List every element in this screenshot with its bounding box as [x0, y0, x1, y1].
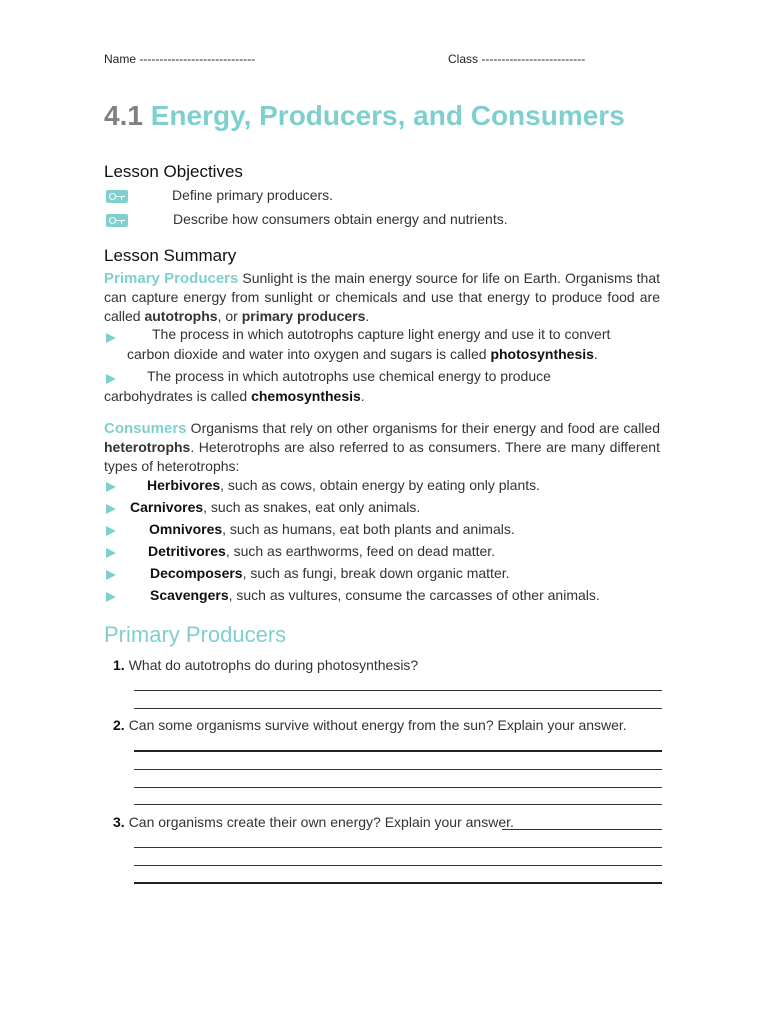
- lesson-title: Energy, Producers, and Consumers: [150, 100, 625, 131]
- bullet-arrow-icon: [106, 374, 116, 384]
- term-photosynthesis: photosynthesis: [490, 346, 594, 362]
- bullet-arrow-icon: [106, 482, 116, 492]
- section-heading: Primary Producers: [104, 622, 287, 647]
- consumer-type-item: Scavengers, such as vultures, consume the carcasses of other animals.: [150, 587, 600, 603]
- answer-line[interactable]: [134, 882, 662, 884]
- term-primary-producers: primary producers: [241, 308, 366, 324]
- objectives-heading: Lesson Objectives: [104, 162, 243, 181]
- bullet-line: The process in which autotrophs capture light energy and use it to convert: [152, 326, 611, 342]
- answer-line[interactable]: [134, 750, 662, 752]
- producers-paragraph: Primary Producers Sunlight is the main energy source for life on Earth. Organisms that can capture energy from sunlight or chemicals and use that energy to produce food are called autotrophs, or primary producers.: [104, 270, 660, 324]
- page-title: [104, 100, 625, 132]
- answer-line[interactable]: [502, 829, 662, 830]
- consumer-type-item: Herbivores, such as cows, obtain energy by eating only plants.: [147, 477, 541, 493]
- answer-line[interactable]: [134, 690, 662, 691]
- question-2: 2. Can some organisms survive without energy from the sun? Explain your answer.: [113, 717, 627, 733]
- term-chemosynthesis: chemosynthesis: [251, 388, 361, 404]
- class-field-label: Class --------------------------: [448, 52, 586, 66]
- bullet-line: The process in which autotrophs use chemical energy to produce: [147, 368, 551, 384]
- bullet-arrow-icon: [106, 548, 116, 558]
- consumers-paragraph: Consumers Organisms that rely on other organisms for their energy and food are called heterotrophs. Heterotrophs are also referred to as consumers. There are many different types of heterotrophs:: [104, 420, 660, 474]
- objective-item: Describe how consumers obtain energy and nutrients.: [173, 211, 508, 227]
- producers-lead: Primary Producers: [104, 270, 239, 287]
- bullet-arrow-icon: [106, 526, 116, 536]
- bullet-line: carbon dioxide and water into oxygen and sugars is called photosynthesis.: [127, 346, 598, 362]
- bullet-arrow-icon: [106, 592, 116, 602]
- consumer-type-item: Omnivores, such as humans, eat both plants and animals.: [149, 521, 515, 537]
- summary-heading: Lesson Summary: [104, 246, 237, 265]
- bullet-line: carbohydrates is called chemosynthesis.: [104, 388, 365, 404]
- bullet-arrow-icon: [106, 570, 116, 580]
- answer-line[interactable]: [134, 769, 662, 770]
- term-heterotrophs: heterotrophs: [104, 439, 191, 455]
- question-1: 1. What do autotrophs do during photosynthesis?: [113, 657, 419, 673]
- name-field-label: Name -----------------------------: [104, 52, 256, 66]
- question-3: 3. Can organisms create their own energy? Explain your answer.: [113, 814, 514, 830]
- consumers-lead: Consumers: [104, 420, 187, 437]
- consumer-type-item: Detritivores, such as earthworms, feed on dead matter.: [148, 543, 496, 559]
- answer-line[interactable]: [134, 804, 662, 805]
- key-icon: [106, 190, 128, 203]
- objective-item: Define primary producers.: [172, 187, 334, 203]
- answer-line[interactable]: [134, 847, 662, 848]
- answer-line[interactable]: [134, 865, 662, 866]
- consumer-type-item: Decomposers, such as fungi, break down organic matter.: [150, 565, 510, 581]
- bullet-arrow-icon: [106, 504, 116, 514]
- bullet-arrow-icon: [106, 333, 116, 343]
- answer-line[interactable]: [134, 708, 662, 709]
- term-autotrophs: autotrophs: [144, 308, 218, 324]
- consumer-type-item: Carnivores, such as snakes, eat only animals.: [130, 499, 421, 515]
- lesson-number: 4.1: [104, 100, 143, 131]
- key-icon: [106, 214, 128, 227]
- answer-line[interactable]: [134, 787, 662, 788]
